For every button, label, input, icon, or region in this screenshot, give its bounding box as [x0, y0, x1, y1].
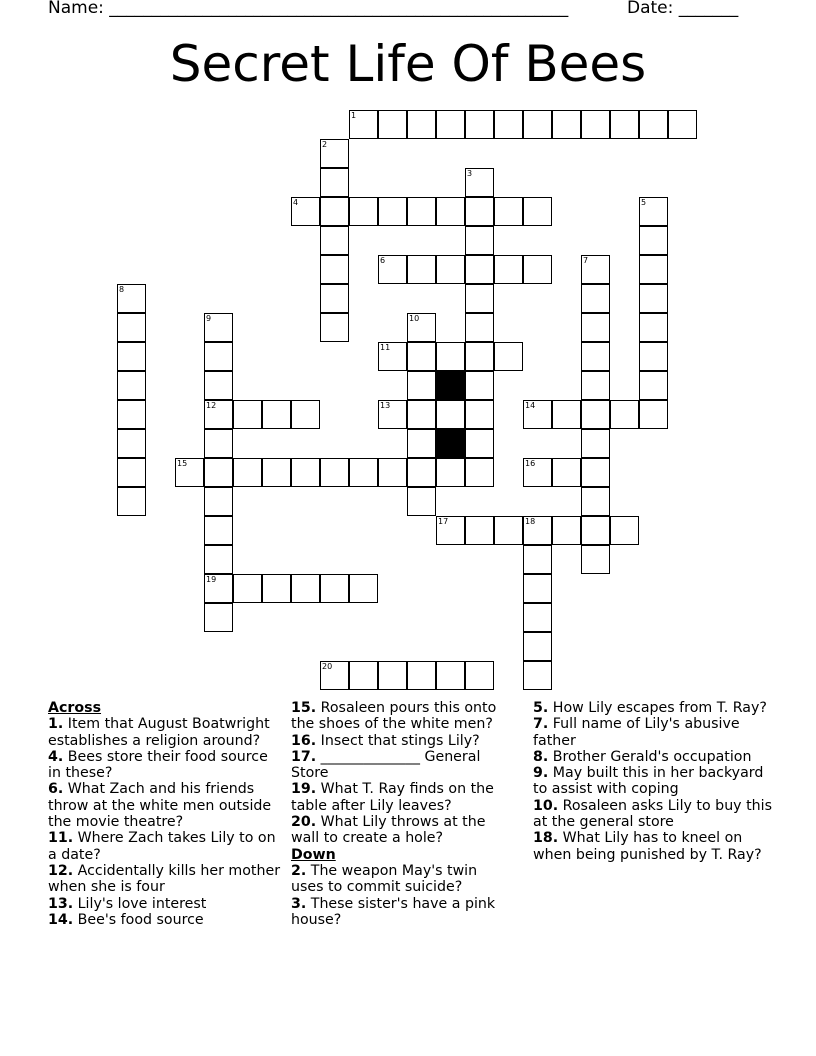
grid-cell[interactable] [117, 458, 146, 487]
grid-cell[interactable] [349, 574, 378, 603]
grid-cell[interactable] [262, 400, 291, 429]
clue-number: 12. [48, 862, 74, 879]
grid-cell[interactable] [523, 516, 552, 545]
grid-cell[interactable] [320, 458, 349, 487]
across-heading: Across [48, 700, 102, 716]
grid-cell[interactable] [494, 197, 523, 226]
cell-number: 6 [380, 256, 386, 265]
grid-cell[interactable] [639, 342, 668, 371]
grid-cell[interactable] [436, 458, 465, 487]
grid-cell[interactable] [465, 168, 494, 197]
down-clue-3 [291, 896, 513, 929]
grid-cell[interactable] [349, 458, 378, 487]
clue-text: Bee's food source [73, 911, 204, 928]
date-field-line: Date: _______ [627, 0, 739, 18]
clue-text: These sister's have a pink house? [291, 895, 496, 928]
down-clue-7 [533, 716, 773, 749]
clue-number: 4. [48, 748, 64, 765]
grid-cell[interactable] [320, 284, 349, 313]
grid-cell[interactable] [465, 255, 494, 284]
down-clue-5 [533, 700, 773, 716]
grid-cell[interactable] [581, 487, 610, 516]
clue-number: 10. [533, 797, 559, 814]
cell-number: 5 [641, 198, 647, 207]
clue-text: Rosaleen asks Lily to buy this at the general store [533, 797, 772, 831]
clue-number: 19. [291, 781, 317, 798]
clue-number: 20. [291, 814, 317, 831]
across-clue-4 [48, 749, 284, 782]
grid-cell[interactable] [668, 110, 697, 139]
grid-cell[interactable] [291, 574, 320, 603]
grid-cell[interactable] [552, 110, 581, 139]
grid-cell[interactable] [204, 487, 233, 516]
page-title: Secret Life Of Bees [169, 35, 647, 93]
grid-cell[interactable] [436, 110, 465, 139]
grid-cell[interactable] [204, 603, 233, 632]
grid-cell[interactable] [581, 400, 610, 429]
grid-cell[interactable] [465, 284, 494, 313]
grid-cell[interactable] [204, 429, 233, 458]
down-clue-9 [533, 765, 773, 798]
across-clue-12 [48, 863, 284, 896]
grid-cell[interactable] [436, 255, 465, 284]
grid-cell[interactable] [581, 313, 610, 342]
grid-cell[interactable] [523, 255, 552, 284]
grid-cell[interactable] [639, 255, 668, 284]
grid-cell[interactable] [233, 400, 262, 429]
grid-cell[interactable] [639, 313, 668, 342]
grid-cell[interactable] [378, 110, 407, 139]
grid-cell[interactable] [204, 574, 233, 603]
grid-cell[interactable] [320, 226, 349, 255]
grid-cell[interactable] [523, 574, 552, 603]
cell-number: 18 [525, 517, 536, 526]
clue-number: 3. [291, 895, 307, 912]
across-clue-20 [291, 814, 513, 847]
clue-text: The weapon May's twin uses to commit suicide? [291, 862, 478, 896]
grid-cell[interactable] [204, 400, 233, 429]
clue-number: 13. [48, 895, 74, 912]
grid-cell[interactable] [349, 110, 378, 139]
grid-cell[interactable] [494, 255, 523, 284]
grid-cell[interactable] [262, 574, 291, 603]
across-clue-16 [291, 733, 513, 749]
clue-number: 2. [291, 862, 307, 879]
cell-number: 4 [293, 198, 299, 207]
grid-cell[interactable] [407, 342, 436, 371]
grid-cell[interactable] [378, 255, 407, 284]
down-clue-2 [291, 863, 513, 896]
grid-cell[interactable] [581, 516, 610, 545]
down-clue-18 [533, 830, 773, 863]
clue-text: What Lily throws at the wall to create a hole? [291, 814, 486, 847]
grid-cell[interactable] [610, 400, 639, 429]
grid-cell[interactable] [465, 342, 494, 371]
grid-cell[interactable] [465, 516, 494, 545]
clue-text: Brother Gerald's occupation [548, 748, 752, 765]
grid-cell[interactable] [581, 458, 610, 487]
grid-cell[interactable] [320, 661, 349, 690]
clue-text: How Lily escapes from T. Ray? [548, 700, 767, 716]
grid-cell[interactable] [581, 545, 610, 574]
grid-cell[interactable] [291, 400, 320, 429]
grid-cell[interactable] [320, 255, 349, 284]
grid-cell[interactable] [291, 197, 320, 226]
across-clue-17 [291, 749, 513, 782]
cell-number: 13 [380, 401, 391, 410]
grid-cell[interactable] [465, 110, 494, 139]
grid-cell[interactable] [349, 197, 378, 226]
clue-text: May built this in her backyard to assist with coping [533, 765, 764, 798]
grid-cell[interactable] [320, 574, 349, 603]
clue-text: Accidentally kills her mother when she is four [48, 862, 281, 896]
grid-cell[interactable] [204, 371, 233, 400]
grid-cell[interactable] [523, 632, 552, 661]
across-clue-14 [48, 912, 284, 928]
grid-cell[interactable] [204, 313, 233, 342]
clue-text: Where Zach takes Lily to on a date? [48, 830, 276, 863]
grid-cell[interactable] [465, 371, 494, 400]
clue-text: Item that August Boatwright establishes a religion around? [48, 716, 270, 749]
grid-cell[interactable] [581, 255, 610, 284]
grid-cell[interactable] [494, 110, 523, 139]
across-clue-19 [291, 781, 513, 814]
grid-cell[interactable] [407, 313, 436, 342]
clue-number: 7. [533, 716, 549, 733]
grid-cell[interactable] [465, 400, 494, 429]
grid-cell[interactable] [465, 313, 494, 342]
grid-cell[interactable] [378, 400, 407, 429]
grid-cell[interactable] [233, 574, 262, 603]
grid-cell[interactable] [523, 197, 552, 226]
grid-cell[interactable] [465, 226, 494, 255]
grid-cell[interactable] [320, 139, 349, 168]
grid-cell[interactable] [117, 284, 146, 313]
grid-cell[interactable] [204, 516, 233, 545]
cell-number: 14 [525, 401, 536, 410]
down-clue-8 [533, 749, 773, 765]
grid-cell[interactable] [465, 458, 494, 487]
name-field-line: Name: ______________________________________________________ [48, 0, 569, 18]
grid-cell[interactable] [523, 661, 552, 690]
grid-cell[interactable] [378, 342, 407, 371]
grid-cell[interactable] [407, 429, 436, 458]
grid-cell[interactable] [407, 197, 436, 226]
grid-cell[interactable] [407, 255, 436, 284]
grid-cell[interactable] [378, 661, 407, 690]
clue-text: Lily's love interest [73, 895, 207, 912]
grid-cell[interactable] [581, 429, 610, 458]
clue-number: 16. [291, 732, 317, 749]
clue-text: Bees store their food source in these? [48, 748, 268, 782]
clue-number: 6. [48, 781, 64, 798]
grid-cell[interactable] [436, 197, 465, 226]
cell-number: 20 [322, 662, 333, 671]
grid-cell[interactable] [639, 110, 668, 139]
grid-cell[interactable] [581, 284, 610, 313]
cell-number: 10 [409, 314, 420, 323]
grid-cell[interactable] [407, 400, 436, 429]
down-heading: Down [291, 846, 336, 863]
grid-cell[interactable] [407, 371, 436, 400]
grid-cell[interactable] [262, 458, 291, 487]
grid-cell[interactable] [436, 342, 465, 371]
clue-text: Full name of Lily's abusive father [533, 716, 740, 749]
grid-cell[interactable] [349, 661, 378, 690]
grid-cell[interactable] [436, 400, 465, 429]
cell-number: 9 [206, 314, 212, 323]
grid-cell[interactable] [465, 429, 494, 458]
down-clue-10 [533, 798, 773, 831]
clue-number: 14. [48, 911, 74, 928]
grid-cell[interactable] [581, 110, 610, 139]
across-clue-15 [291, 700, 513, 733]
clue-text: Insect that stings Lily? [316, 732, 480, 749]
grid-cell[interactable] [320, 313, 349, 342]
clue-text: What T. Ray finds on the table after Lily leaves? [291, 781, 494, 814]
grid-cell[interactable] [117, 342, 146, 371]
grid-cell[interactable] [320, 197, 349, 226]
cell-number: 11 [380, 343, 391, 352]
grid-cell[interactable] [523, 458, 552, 487]
clue-number: 11. [48, 830, 74, 847]
clue-column-1 [48, 700, 284, 928]
cell-number: 1 [351, 111, 357, 120]
grid-cell[interactable] [233, 458, 262, 487]
cell-number: 19 [206, 575, 217, 584]
grid-cell[interactable] [639, 226, 668, 255]
across-clue-6 [48, 781, 284, 830]
grid-cell[interactable] [581, 371, 610, 400]
grid-cell[interactable] [436, 516, 465, 545]
grid-cell[interactable] [465, 197, 494, 226]
cell-number: 12 [206, 401, 217, 410]
clue-column-2 [291, 700, 513, 928]
clue-number: 17. [291, 748, 317, 765]
grid-cell[interactable] [494, 516, 523, 545]
clue-text: What Zach and his friends throw at the white men outside the movie theatre? [48, 781, 272, 831]
clue-number: 9. [533, 765, 549, 782]
grid-cell[interactable] [407, 110, 436, 139]
cell-number: 3 [467, 169, 473, 178]
across-clue-1 [48, 716, 284, 749]
cell-number: 15 [177, 459, 188, 468]
clue-number: 8. [533, 748, 549, 765]
grid-cell[interactable] [465, 661, 494, 690]
grid-cell[interactable] [523, 545, 552, 574]
grid-cell[interactable] [204, 342, 233, 371]
grid-cell[interactable] [639, 371, 668, 400]
grid-cell[interactable] [610, 516, 639, 545]
cell-number: 16 [525, 459, 536, 468]
grid-cell[interactable] [552, 400, 581, 429]
grid-cell[interactable] [581, 342, 610, 371]
black-cell [436, 429, 465, 458]
grid-cell[interactable] [436, 661, 465, 690]
grid-cell[interactable] [639, 400, 668, 429]
cell-number: 7 [583, 256, 589, 265]
grid-cell[interactable] [552, 516, 581, 545]
cell-number: 8 [119, 285, 125, 294]
grid-cell[interactable] [175, 458, 204, 487]
grid-cell[interactable] [204, 458, 233, 487]
across-clue-13 [48, 896, 284, 912]
grid-cell[interactable] [117, 400, 146, 429]
grid-cell[interactable] [639, 284, 668, 313]
clue-text: ______________ General Store [291, 748, 481, 782]
grid-cell[interactable] [117, 429, 146, 458]
clue-number: 18. [533, 830, 559, 847]
grid-cell[interactable] [320, 168, 349, 197]
grid-cell[interactable] [552, 458, 581, 487]
clue-number: 5. [533, 700, 549, 716]
grid-cell[interactable] [523, 400, 552, 429]
grid-cell[interactable] [407, 487, 436, 516]
clue-number: 15. [291, 700, 317, 716]
clue-text: Rosaleen pours this onto the shoes of the white men? [291, 700, 497, 733]
clue-column-3 [533, 700, 773, 863]
cell-number: 17 [438, 517, 449, 526]
grid-cell[interactable] [117, 371, 146, 400]
grid-cell[interactable] [117, 313, 146, 342]
grid-cell[interactable] [407, 458, 436, 487]
grid-cell[interactable] [378, 197, 407, 226]
grid-cell[interactable] [117, 487, 146, 516]
black-cell [436, 371, 465, 400]
grid-cell[interactable] [204, 545, 233, 574]
grid-cell[interactable] [291, 458, 320, 487]
clue-text: What Lily has to kneel on when being punished by T. Ray? [533, 830, 762, 863]
grid-cell[interactable] [378, 458, 407, 487]
grid-cell[interactable] [523, 110, 552, 139]
clue-number: 1. [48, 716, 64, 733]
cell-number: 2 [322, 140, 328, 149]
grid-cell[interactable] [494, 342, 523, 371]
grid-cell[interactable] [610, 110, 639, 139]
grid-cell[interactable] [639, 197, 668, 226]
grid-cell[interactable] [407, 661, 436, 690]
grid-cell[interactable] [523, 603, 552, 632]
across-clue-11 [48, 830, 284, 863]
